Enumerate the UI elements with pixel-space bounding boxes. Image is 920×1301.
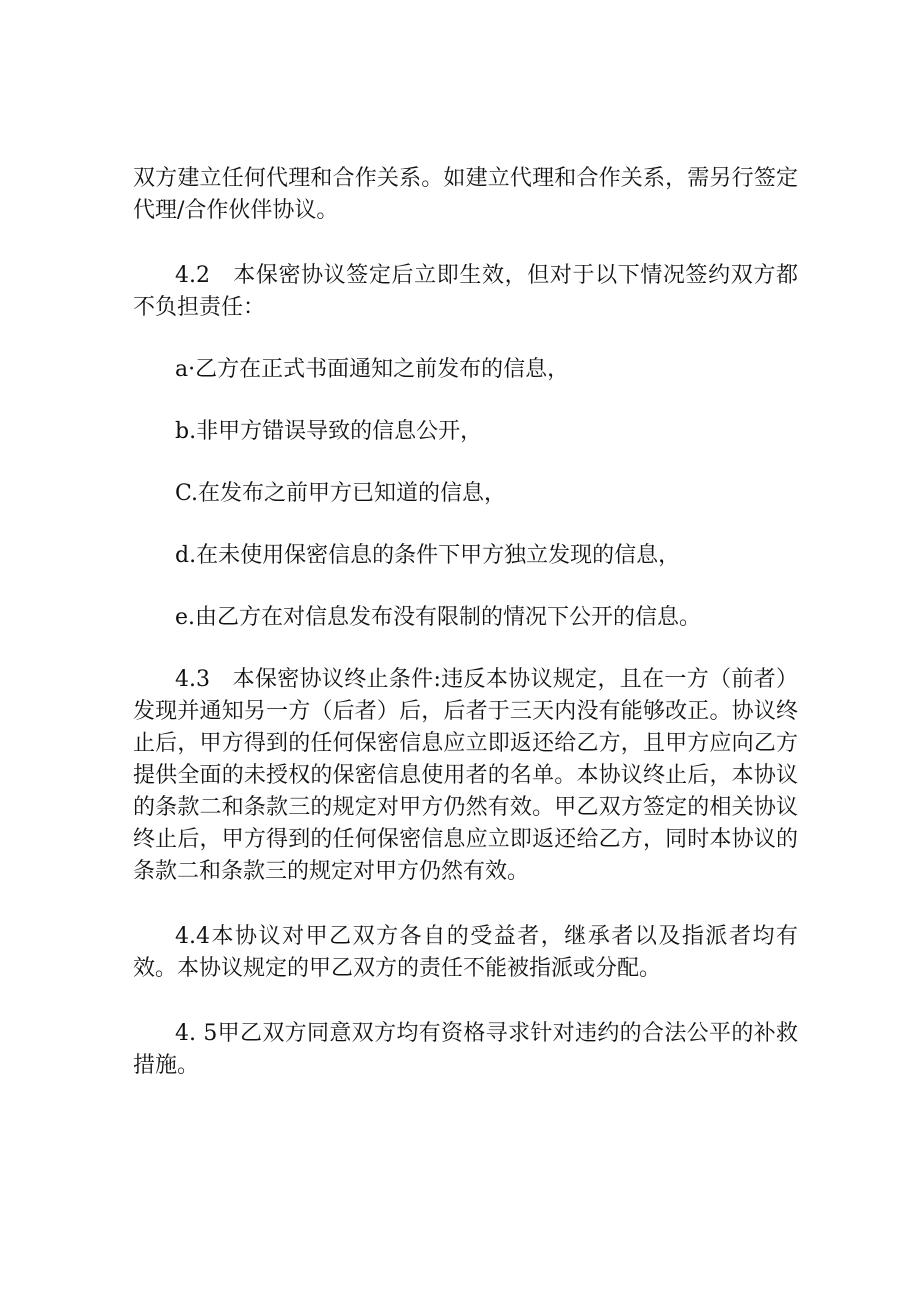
list-item-e: e.由乙方在对信息发布没有限制的情况下公开的信息。	[175, 605, 702, 630]
list-item-c: C.在发布之前甲方已知道的信息，	[175, 481, 507, 506]
list-item-b: b.非甲方错误导致的信息公开，	[175, 419, 483, 444]
paragraph-continuation: 双方建立任何代理和合作关系。如建立代理和合作关系，需另行签定代理/合作伙伴协议。	[133, 166, 798, 223]
paragraph-clause-4-2: 4.2 本保密协议签定后立即生效，但对于以下情况签约双方都不负担责任：	[133, 263, 798, 320]
paragraph-clause-4-3: 4.3 本保密协议终止条件:违反本协议规定，且在一方（前者）发现并通知另一方（后者）后，后者于三天内没有能够改正。协议终止后，甲方得到的任何保密信息应立即返还给乙方，且甲方应向乙方提供全面的未授权的保密信息使用者的名单。本协议终止后，本协议的条款二和条款三的规定对甲方仍然有效。甲乙双方签定的相关协议终止后，甲方得到的任何保密信息应立即返还给乙方，同时本协议的条款二和条款三的规定对甲方仍然有效。	[133, 667, 798, 884]
paragraph-clause-4-5: 4. 5甲乙双方同意双方均有资格寻求针对违约的合法公平的补救措施。	[133, 1021, 798, 1078]
list-item-d: d.在未使用保密信息的条件下甲方独立发现的信息，	[175, 543, 681, 568]
paragraph-clause-4-4: 4.4本协议对甲乙双方各自的受益者，继承者以及指派者均有效。本协议规定的甲乙双方的责任不能被指派或分配。	[133, 924, 798, 981]
document-body	[133, 163, 798, 1082]
list-item-a: a·乙方在正式书面通知之前发布的信息，	[175, 357, 570, 382]
